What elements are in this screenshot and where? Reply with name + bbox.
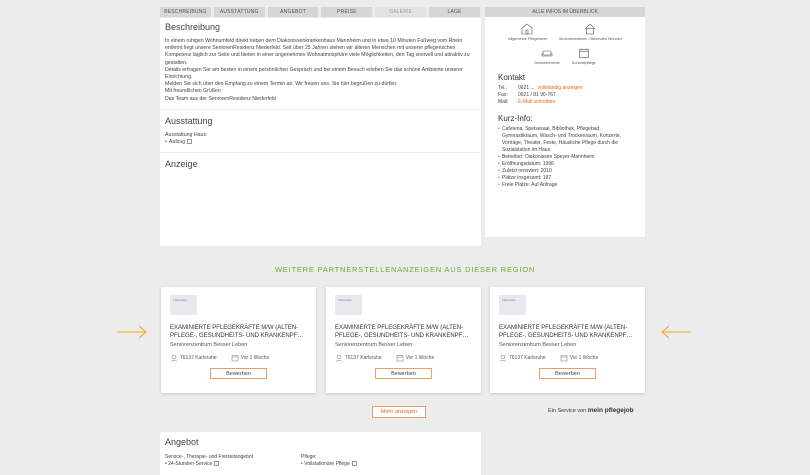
kontakt-mail: Mail: E-Mail schreiben xyxy=(498,99,556,105)
calendar-icon xyxy=(396,354,404,362)
location-icon xyxy=(170,354,178,362)
service-credit[interactable]: Ein Service von mein pflegejob xyxy=(548,407,634,414)
tab-ausstattung[interactable]: AUSSTATTUNG xyxy=(214,7,265,17)
beschreibung-paragraph: Details erfragen Sie am besten in einem persönlichen Gespräch und bei einem Besuch erleben Sie das schöne Ambiente unserer Einrichtung. xyxy=(165,66,463,81)
angebot-col1-label: Service-, Therapie- und Freizeitangebot xyxy=(165,454,254,460)
beschreibung-paragraph: Das Team aus der SeniorenResidenz Niederfeld xyxy=(165,95,276,102)
list-item: • Cafeteria, Speisesaal, Bibliothek, Pflegebad, Gymnastikraum, Wasch- und Trockenraum, Konzerte, Vorträge, Theater, Feste, Häusliche Pflege durch die Sozialstation im Haus xyxy=(498,126,635,154)
company-logo: Platzhalter xyxy=(499,295,526,315)
company-name: Seniorenzentrum Besser Leben xyxy=(499,342,577,348)
job-title[interactable]: EXAMINIERTE PFLEGEKRÄFTE M/W (ALTEN-PFLEGE-, GESUNDHEITS- UND KRANKENPF… xyxy=(170,325,304,339)
kontakt-tel: Tel.: 0621 ... vollständig anzeigen xyxy=(498,85,583,91)
pflegeheim-category[interactable]: Allgemeine Pflegeheim xyxy=(508,23,547,41)
ausstattung-list xyxy=(165,139,476,146)
location-icon xyxy=(499,354,507,362)
job-card[interactable] xyxy=(326,287,481,393)
calendar-icon xyxy=(560,354,568,362)
show-more-button[interactable]: Mehr anzeigen xyxy=(372,406,426,418)
sidebar-header: ALLE INFOS IM ÜBERBLICK xyxy=(485,7,645,17)
divider xyxy=(160,152,481,153)
list-item: • 24-Stunden-Service i xyxy=(165,461,253,468)
kurz-info-title: Kurz-Info: xyxy=(498,114,533,123)
company-logo: Platzhalter xyxy=(170,295,197,315)
kurzzeitpflege-category[interactable]: Kurzzeitpflege xyxy=(572,47,596,65)
seniorenheim-category[interactable]: Seniorenheime xyxy=(534,47,560,65)
beschreibung-title: Beschreibung xyxy=(165,22,221,32)
location-icon xyxy=(335,354,343,362)
house-icon xyxy=(584,23,596,35)
list-item: • Betreiber: Diakonissen Speyer-Mannheim xyxy=(498,154,635,161)
kontakt-fax: Fax: 0621 / 81 96-767 xyxy=(498,92,556,98)
partner-section-title: WEITERE PARTNERSTELLENANZEIGEN AUS DIESER REGION xyxy=(274,265,536,274)
company-logo: Platzhalter xyxy=(335,295,362,315)
tab-galerie[interactable]: GALERIE xyxy=(375,7,426,17)
job-date: Vor 1 Woche xyxy=(569,355,599,361)
list-item: • Zuletzt renoviert: 2010 xyxy=(498,168,635,175)
tab-angebot[interactable]: ANGEBOT xyxy=(268,7,319,17)
ausstattung-title: Ausstattung xyxy=(165,115,213,126)
tab-preise[interactable]: PREISE xyxy=(321,7,372,17)
apply-button[interactable]: Bewerben xyxy=(375,368,432,379)
beschreibung-paragraph: Melden Sie sich über den Empfang zu einem Termin an. Wir freuen uns. Sie hier begrüßen zu dürfen. xyxy=(165,81,398,88)
kontakt-title: Kontakt xyxy=(498,73,526,82)
list-item: • Plätze insgesamt: 187 xyxy=(498,175,635,182)
sidebar-overview xyxy=(485,7,645,237)
calendar-icon xyxy=(578,47,590,59)
job-title[interactable]: EXAMINIERTE PFLEGEKRÄFTE M/W (ALTEN-PFLEGE-, GESUNDHEITS- UND KRANKENPF… xyxy=(335,325,469,339)
calendar-icon xyxy=(231,354,239,362)
info-icon[interactable]: i xyxy=(187,139,192,144)
email-link[interactable]: E-Mail schreiben xyxy=(518,99,556,105)
job-location: 76137 Karlsruhe xyxy=(345,355,382,361)
divider xyxy=(160,109,481,110)
job-date: Vor 1 Woche xyxy=(240,355,270,361)
company-name: Seniorenzentrum Besser Leben xyxy=(170,342,248,348)
job-location: 76137 Karlsruhe xyxy=(509,355,546,361)
anzeige-title: Anzeige xyxy=(165,158,198,169)
kurz-info-list xyxy=(498,126,645,189)
beschreibung-paragraph: In einem ruhigen Wohnumfeld direkt neben dem Diakonissenkrankenhaus Mannheim und in etwa 10 Minuten Fußweg vom Rhein entfernt liegt unsere SeniorenResidenz Niederfeld. Seit über 25 Jahren stehen wir älteren Menschen mit unserer pflegerischen Kompetenz täglich zur Seite und bieten in einer angenehmen Wohnatmosphäre viele Möglichkeiten, den Tag sinnvoll und attraktiv zu gestalten. xyxy=(165,38,470,66)
job-date: Vor 1 Woche xyxy=(405,355,435,361)
tab-beschreibung[interactable]: BESCHREIBUNG xyxy=(160,7,211,17)
betreutes-wohnen-category[interactable]: Seniorenwohnen / Betreutes Wohnen xyxy=(559,23,622,41)
list-item: • Aufzug i xyxy=(165,139,476,146)
job-title[interactable]: EXAMINIERTE PFLEGEKRÄFTE M/W (ALTEN-PFLEGE-, GESUNDHEITS- UND KRANKENPF… xyxy=(499,325,633,339)
company-name: Seniorenzentrum Besser Leben xyxy=(335,342,413,348)
list-item: • Freie Plätze: Auf Anfrage xyxy=(498,182,635,189)
main-content xyxy=(160,18,481,246)
beschreibung-paragraph: Mit freundlichen Grüßen xyxy=(165,88,221,95)
tab-bar xyxy=(160,7,480,17)
job-card[interactable] xyxy=(490,287,645,393)
brand-logo: mein pflegejob xyxy=(587,407,634,414)
ausstattung-haus-label: Ausstattung Haus: xyxy=(165,131,208,138)
info-icon[interactable]: i xyxy=(352,461,357,466)
building-icon xyxy=(521,23,533,35)
list-item: • Vollstationäre Pflege i xyxy=(301,461,357,468)
arrow-left-icon xyxy=(660,325,692,339)
angebot-section xyxy=(160,432,481,475)
tab-lage[interactable]: LAGE xyxy=(429,7,480,17)
angebot-col2-label: Pflege: xyxy=(301,454,317,460)
list-item: • Eröffnungsdatum: 1996 xyxy=(498,161,635,168)
job-location: 76137 Karlsruhe xyxy=(180,355,217,361)
apply-button[interactable]: Bewerben xyxy=(210,368,267,379)
job-card[interactable] xyxy=(161,287,316,393)
apply-button[interactable]: Bewerben xyxy=(539,368,596,379)
info-icon[interactable]: i xyxy=(214,461,219,466)
sofa-icon xyxy=(541,47,553,59)
show-phone-link[interactable]: vollständig anzeigen xyxy=(537,85,583,91)
angebot-title: Angebot xyxy=(165,437,199,447)
arrow-right-icon xyxy=(116,325,148,339)
